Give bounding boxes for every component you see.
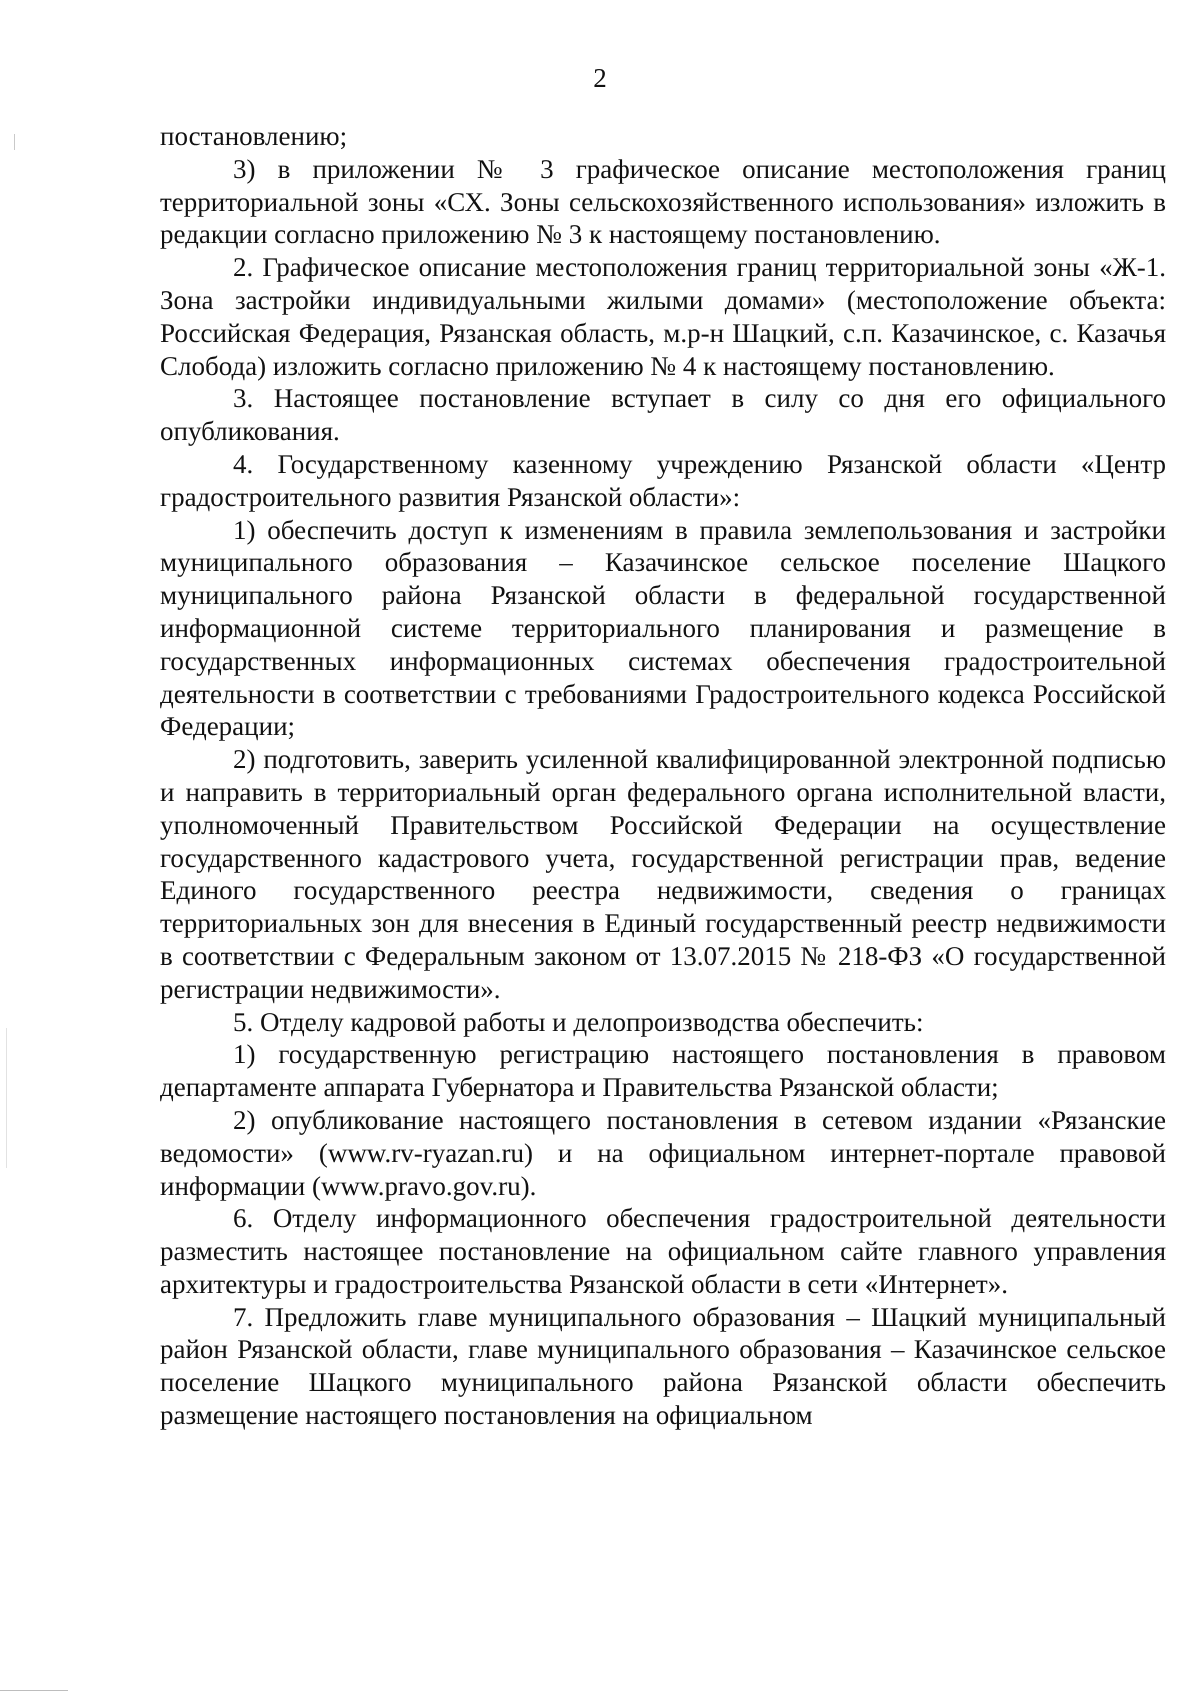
document-body xyxy=(160,120,1166,1432)
paragraph-clause-4: 4. Государственному казенному учреждению Рязанской области «Центр градостроительного развития Рязанской области»: xyxy=(160,448,1166,512)
paragraph-item-1-3: 3) в приложении № 3 графическое описание местоположения границ территориальной зоны «СХ. Зоны сельскохозяйственного использования» изложить в редакции согласно приложению № 3 к настоящему постановлению. xyxy=(160,153,1166,250)
paragraph-clause-3: 3. Настоящее постановление вступает в силу со дня его официального опубликования. xyxy=(160,383,1166,447)
paragraph-clause-4-item-2: 2) подготовить, заверить усиленной квалифицированной электронной подписью и направить в территориальный орган федерального органа исполнительной власти, уполномоченный Правительством Российской Федерации на осуществление государственного кадастрового учета, государственной регистрации прав, ведение Единого государственного реестра недвижимости, сведения о границах территориальных зон для внесения в Единый государственный реестр недвижимости в соответствии с Федеральным законом от 13.07.2015 № 218-ФЗ «О государственной регистрации недвижимости». xyxy=(160,744,1166,1004)
paragraph-clause-5-item-2: 2) опубликование настоящего постановления в сетевом издании «Рязанские ведомости» (www.rv-ryazan.ru) и на официальном интернет-портале правовой информации (www.pravo.gov.ru). xyxy=(160,1104,1166,1201)
paragraph-continuation: постановлению; xyxy=(160,121,348,151)
scan-edge-mark xyxy=(0,1690,68,1691)
scan-margin-mark xyxy=(14,134,15,150)
paragraph-clause-7: 7. Предложить главе муниципального образования – Шацкий муниципальный район Рязанской области, главе муниципального образования – Казачинское сельское поселение Шацкого муниципального района Рязанской области обеспечить размещение настоящего постановления на официальном xyxy=(160,1301,1166,1431)
paragraph-clause-4-item-1: 1) обеспечить доступ к изменениям в правила землепользования и застройки муниципального образования – Казачинское сельское поселение Шацкого муниципального района Рязанской области в федеральной государственной информационной системе территориального планирования и размещение в государственных информационных системах обеспечения градостроительной деятельности в соответствии с требованиями Градостроительного кодекса Российской Федерации; xyxy=(160,514,1166,742)
paragraph-clause-5: 5. Отделу кадровой работы и делопроизводства обеспечить: xyxy=(233,1006,924,1037)
scan-margin-mark xyxy=(6,1028,7,1168)
page-number: 2 xyxy=(593,63,607,93)
paragraph-clause-6: 6. Отделу информационного обеспечения градостроительной деятельности разместить настоящее постановление на официальном сайте главного управления архитектуры и градостроительства Рязанской области в сети «Интернет». xyxy=(160,1203,1166,1299)
paragraph-clause-2: 2. Графическое описание местоположения границ территориальной зоны «Ж-1. Зона застройки индивидуальными жилыми домами» (местоположение объекта: Российская Федерация, Рязанская область, м.р-н Шацкий, с.п. Казачинское, с. Казачья Слобода) изложить согласно приложению № 4 к настоящему постановлению. xyxy=(160,252,1166,381)
paragraph-clause-5-item-1: 1) государственную регистрацию настоящего постановления в правовом департаменте аппарата Губернатора и Правительства Рязанской области; xyxy=(160,1039,1166,1103)
